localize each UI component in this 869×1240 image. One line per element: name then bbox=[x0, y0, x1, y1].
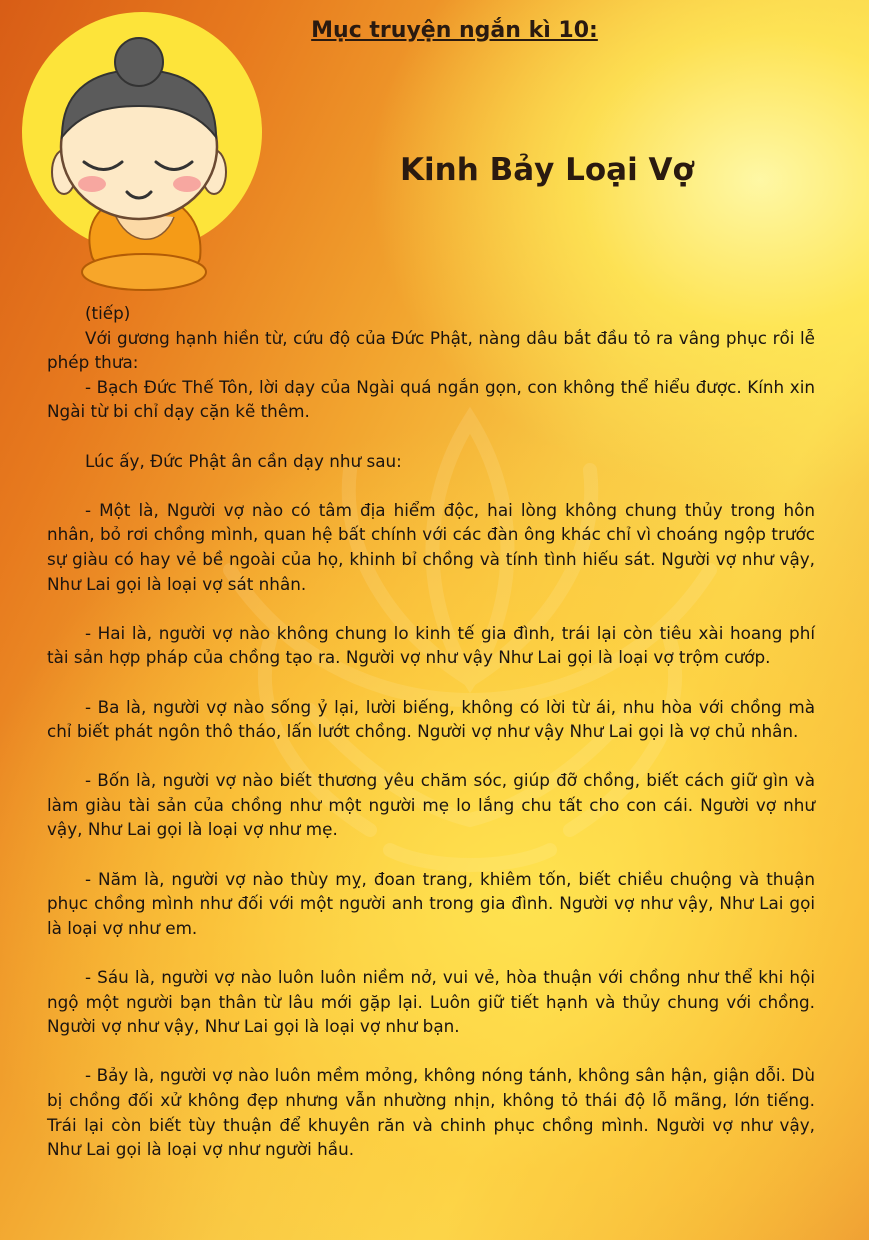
article-body bbox=[47, 301, 815, 1162]
paragraph: - Hai là, người vợ nào không chung lo kinh tế gia đình, trái lại còn tiêu xài hoang phí tài sản hợp pháp của chồng tạo ra. Người vợ như vậy Như Lai gọi là loại vợ trộm cướp. bbox=[47, 622, 815, 668]
paragraph: - Bạch Đức Thế Tôn, lời dạy của Ngài quá ngắn gọn, con không thể hiểu được. Kính xin Ngài từ bi chỉ dạy cặn kẽ thêm. bbox=[47, 376, 815, 422]
paragraph: - Bảy là, người vợ nào luôn mềm mỏng, không nóng tánh, không sân hận, giận dỗi. Dù bị chồng đối xử không đẹp nhưng vẫn nhường nhịn, không tỏ thái độ lỗ mãng, lớn tiếng. Trái lại còn biết tùy thuận để khuyên răn và chinh phục chồng mình. Người vợ như vậy, Như Lai gọi là loại vợ như người hầu. bbox=[47, 1065, 815, 1160]
paragraph: Lúc ấy, Đức Phật ân cần dạy như sau: bbox=[85, 450, 402, 471]
paragraph: - Bốn là, người vợ nào biết thương yêu chăm sóc, giúp đỡ chồng, biết cách giữ gìn và làm giàu tài sản của chồng như một người mẹ lo lắng chu tất cho con cái. Người vợ như vậy, Như Lai gọi là loại vợ như mẹ. bbox=[47, 770, 815, 840]
paragraph: Với gương hạnh hiền từ, cứu độ của Đức Phật, nàng dâu bắt đầu tỏ ra vâng phục rồi lễ phép thưa: bbox=[47, 327, 815, 373]
page-title: Kinh Bảy Loại Vợ bbox=[400, 152, 694, 188]
paragraph: - Năm là, người vợ nào thùy mỵ, đoan trang, khiêm tốn, biết chiều chuộng và thuận phục chồng mình như đối với một người anh trong gia đình. Người vợ như vậy, Như Lai gọi là loại vợ như em. bbox=[47, 868, 815, 938]
paragraph: - Ba là, người vợ nào sống ỷ lại, lười biếng, không có lời từ ái, nhu hòa với chồng mà chỉ biết phát ngôn thô tháo, lấn lướt chồng. Người vợ như vậy Như Lai gọi là vợ chủ nhân. bbox=[47, 696, 815, 742]
paragraph: - Một là, Người vợ nào có tâm địa hiểm độc, hai lòng không chung thủy trong hôn nhân, bỏ rơi chồng mình, quan hệ bất chính với các đàn ông khác chỉ vì choáng ngộp trước sự giàu có hay vẻ bề ngoài của họ, khinh bỉ chồng và tính tình hiếu sát. Người vợ như vậy, Như Lai gọi là loại vợ sát nhân. bbox=[47, 499, 815, 594]
paragraph: - Sáu là, người vợ nào luôn luôn niềm nở, vui vẻ, hòa thuận với chồng như thể khi hội ngộ một người bạn thân từ lâu mới gặp lại. Luôn giữ tiết hạnh và thủy chung với chồng. Người vợ như vậy, Như Lai gọi là loại vợ như bạn. bbox=[47, 967, 815, 1037]
buddha-monk-icon bbox=[22, 12, 268, 302]
page-subtitle: Mục truyện ngắn kì 10: bbox=[311, 18, 598, 43]
continued-label: (tiếp) bbox=[85, 303, 131, 323]
